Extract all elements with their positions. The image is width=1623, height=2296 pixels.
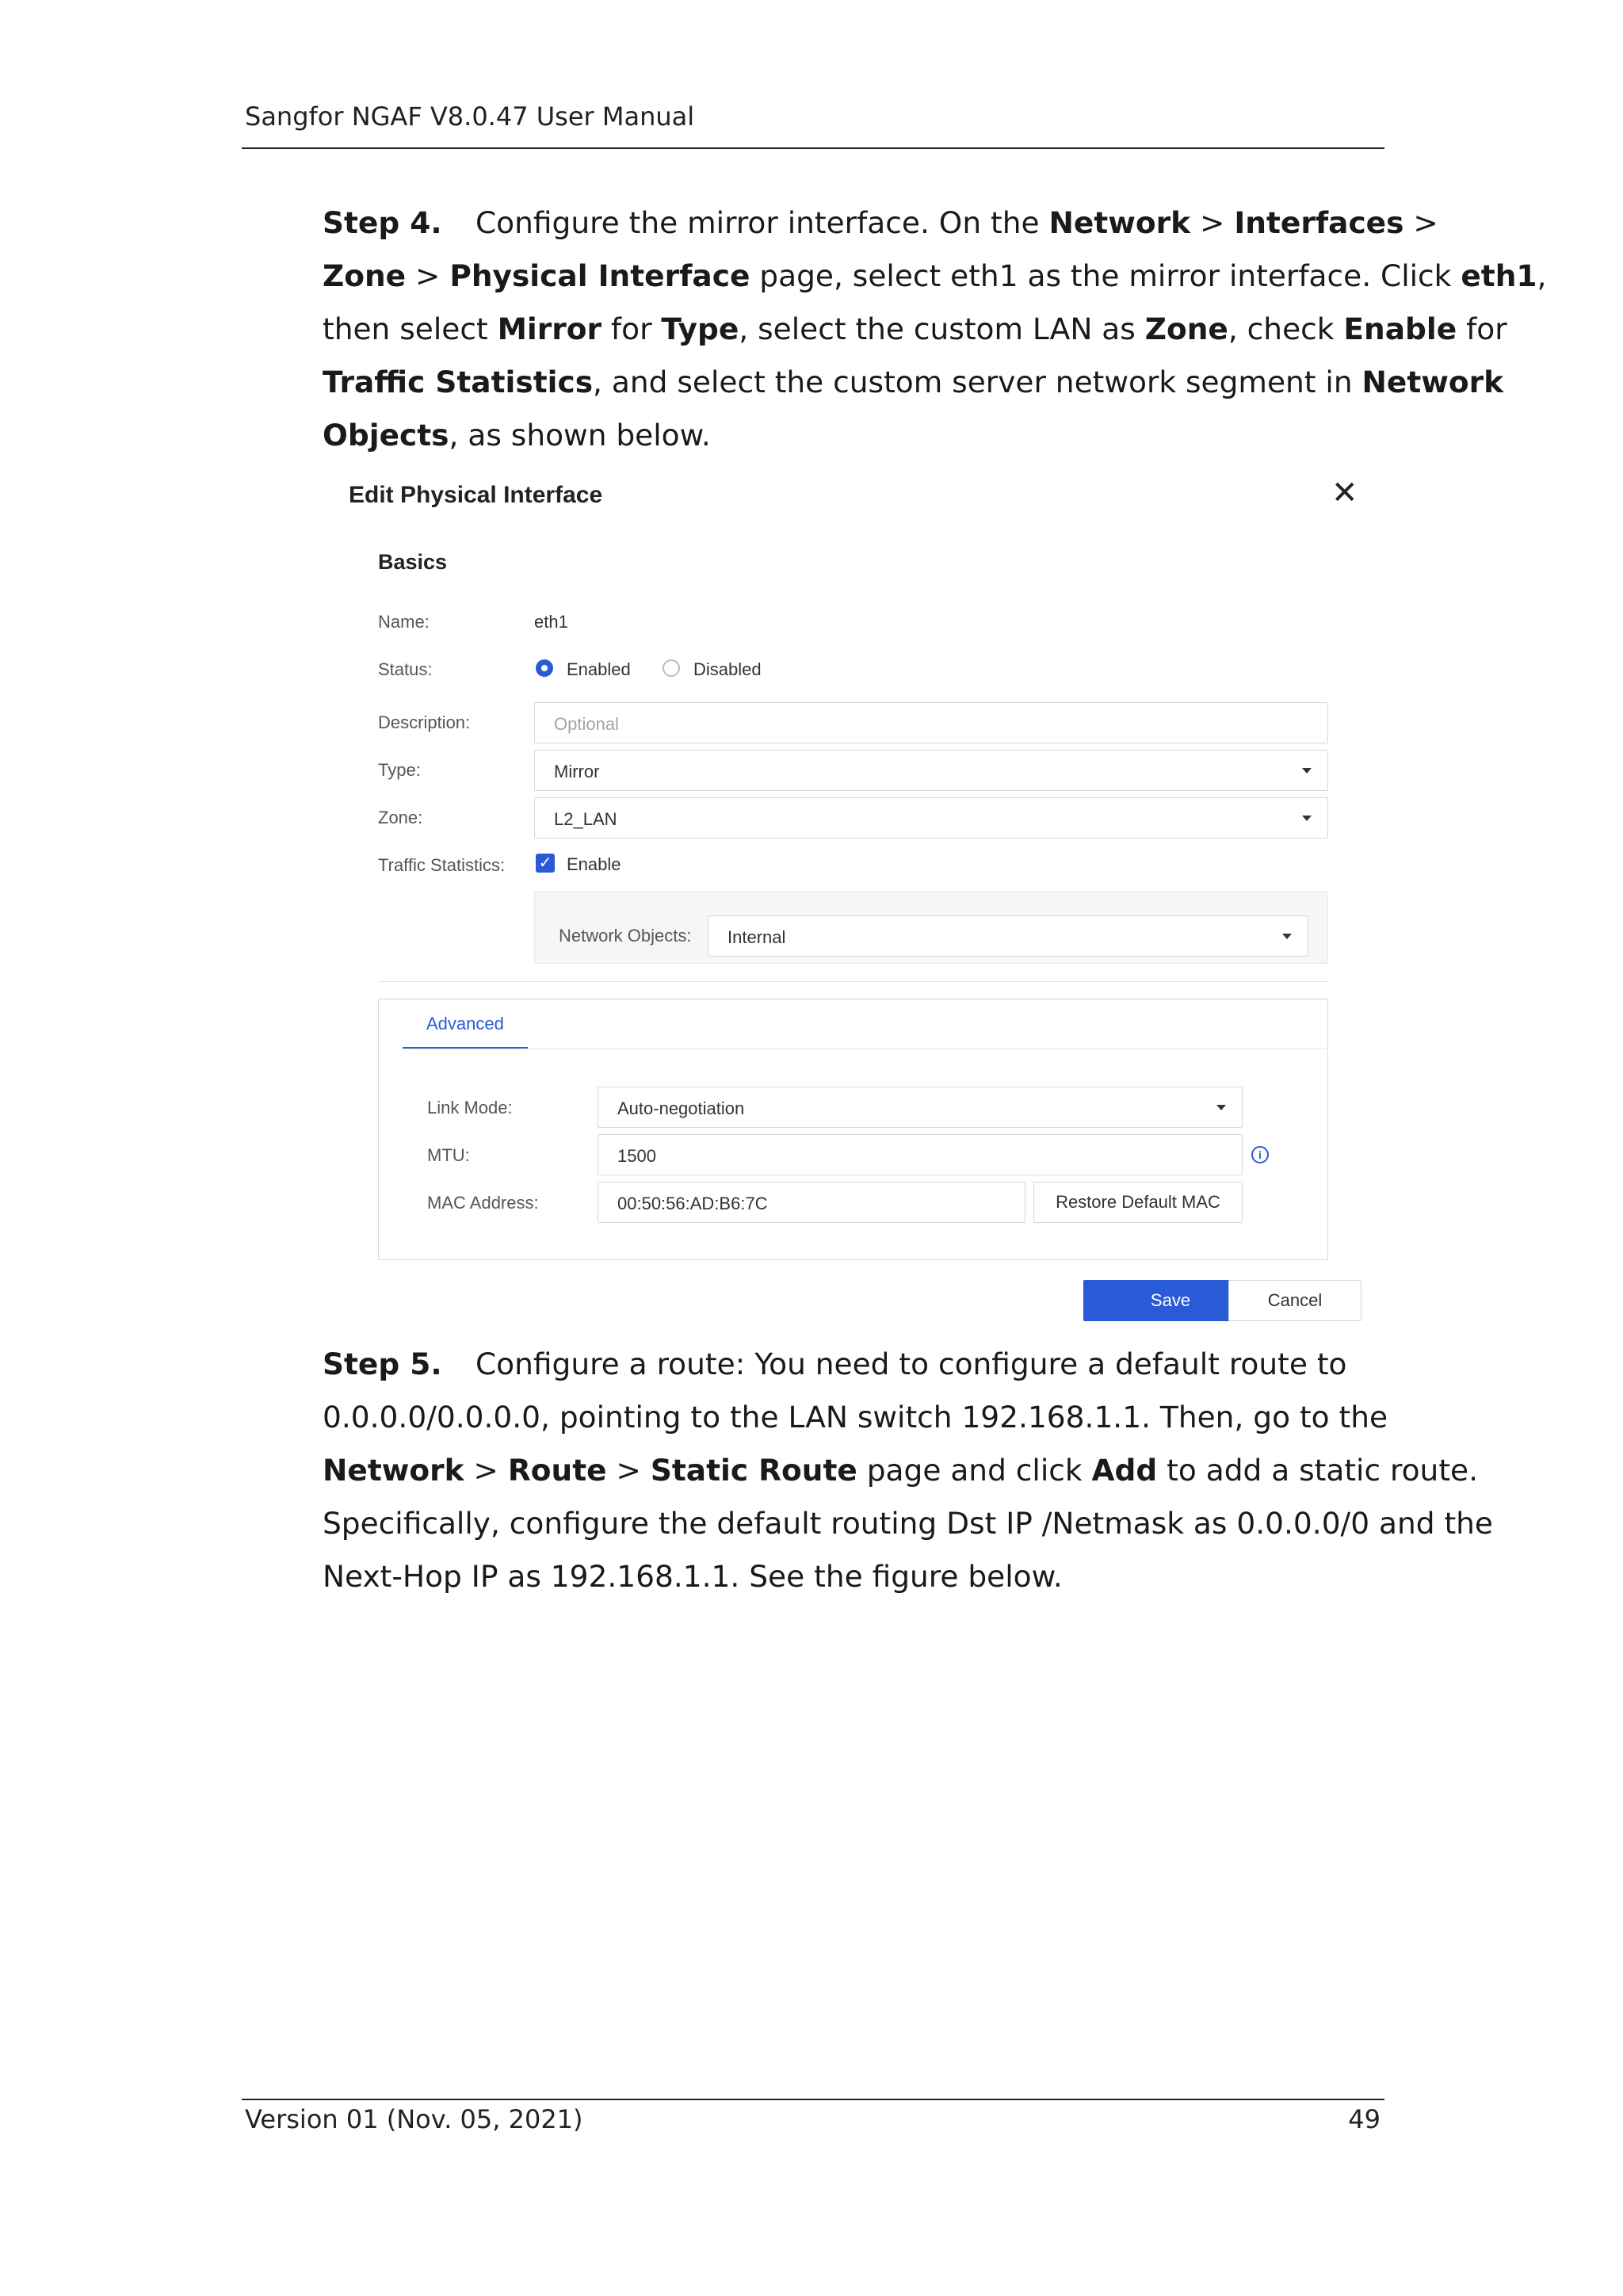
- text-run: >: [606, 1453, 651, 1488]
- chevron-down-icon: [1302, 768, 1312, 774]
- chevron-down-icon: [1282, 934, 1292, 939]
- restore-default-mac-button[interactable]: Restore Default MAC: [1033, 1182, 1243, 1223]
- type-label: Type:: [378, 760, 421, 780]
- chevron-down-icon: [1216, 1105, 1226, 1110]
- text-run: , and select the custom server network segment in: [593, 365, 1362, 399]
- bold-term: Physical Interface: [449, 258, 750, 293]
- name-label: Name:: [378, 612, 430, 632]
- type-value: Mirror: [554, 762, 600, 781]
- traffic-enable-label: Enable: [567, 854, 621, 874]
- footer-rule: [242, 2099, 1384, 2100]
- status-disabled-label: Disabled: [693, 659, 762, 679]
- running-header: Sangfor NGAF V8.0.47 User Manual: [245, 101, 695, 132]
- footer-version: Version 01 (Nov. 05, 2021): [245, 2104, 583, 2134]
- section-divider: [378, 981, 1328, 982]
- text-run: Configure a route: You need to configure a default route to: [475, 1347, 1347, 1381]
- bold-term: Traffic Statistics: [323, 365, 594, 399]
- text-run: >: [1403, 205, 1438, 240]
- step4-label: Step 4.: [323, 205, 442, 240]
- close-icon[interactable]: ✕: [1331, 476, 1358, 510]
- text-run: >: [1190, 205, 1235, 240]
- traffic-enable-checkbox[interactable]: ✓: [536, 854, 555, 873]
- text-run: page and click: [857, 1453, 1092, 1488]
- mtu-value: 1500: [617, 1146, 656, 1166]
- step5-line-3: [323, 1444, 1479, 1497]
- description-placeholder: Optional: [554, 714, 619, 734]
- step4-line-2: [323, 250, 1547, 303]
- mac-address-value: 00:50:56:AD:B6:7C: [617, 1194, 768, 1213]
- step5-label: Step 5.: [323, 1347, 442, 1381]
- bold-term: Add: [1091, 1453, 1158, 1488]
- bold-term: Network: [1361, 365, 1504, 399]
- status-enabled-label: Enabled: [567, 659, 631, 679]
- basics-title: Basics: [378, 550, 448, 574]
- bold-term: Enable: [1343, 311, 1457, 346]
- status-label: Status:: [378, 659, 433, 679]
- bold-term: Interfaces: [1234, 205, 1404, 240]
- step4-line-1: [323, 197, 1438, 250]
- text-run: , check: [1228, 311, 1344, 346]
- text-run: then select: [323, 311, 498, 346]
- name-value: eth1: [534, 612, 568, 632]
- step5-line-1: [323, 1338, 1384, 1391]
- text-run: ,: [1537, 258, 1547, 293]
- link-mode-value: Auto-negotiation: [617, 1098, 745, 1118]
- step5-paragraph: [323, 1338, 1493, 1603]
- bold-term: eth1: [1461, 258, 1537, 293]
- text-run: for: [601, 311, 662, 346]
- status-enabled-radio[interactable]: [536, 659, 553, 677]
- bold-term: Static Route: [650, 1453, 857, 1488]
- bold-term: Type: [661, 311, 739, 346]
- link-mode-label: Link Mode:: [427, 1098, 513, 1117]
- text-run: to add a static route.: [1157, 1453, 1479, 1488]
- description-input[interactable]: [534, 702, 1328, 743]
- text-run: for: [1457, 311, 1507, 346]
- text-run: , select the custom LAN as: [739, 311, 1145, 346]
- zone-value: L2_LAN: [554, 809, 617, 829]
- bold-term: Zone: [323, 258, 407, 293]
- step4-paragraph: [323, 197, 1547, 462]
- text-run: >: [464, 1453, 508, 1488]
- traffic-statistics-label: Traffic Statistics:: [378, 855, 506, 875]
- zone-select[interactable]: [534, 797, 1328, 839]
- text-run: Next-Hop IP as 192.168.1.1. See the figure below.: [323, 1559, 1063, 1594]
- network-objects-select[interactable]: [708, 915, 1308, 957]
- text-run: Specifically, configure the default routing Dst IP /Netmask as 0.0.0.0/0 and the: [323, 1506, 1493, 1541]
- zone-label: Zone:: [378, 808, 423, 827]
- type-select[interactable]: [534, 750, 1328, 791]
- dialog-title: Edit Physical Interface: [349, 482, 603, 508]
- step5-line-2: [323, 1391, 1388, 1444]
- page-number: 49: [1348, 2104, 1381, 2134]
- text-run: , as shown below.: [449, 418, 711, 453]
- tab-advanced[interactable]: Advanced: [426, 1014, 504, 1033]
- bold-term: Mirror: [497, 311, 601, 346]
- network-objects-value: Internal: [727, 927, 786, 947]
- step4-line-5: [323, 409, 1384, 462]
- step5-line-5: [323, 1550, 1384, 1603]
- save-button[interactable]: Save: [1083, 1280, 1258, 1321]
- mtu-input[interactable]: [598, 1134, 1243, 1175]
- text-run: Configure the mirror interface. On the: [475, 205, 1049, 240]
- mac-address-input[interactable]: [598, 1182, 1025, 1223]
- network-objects-label: Network Objects:: [559, 926, 692, 946]
- mac-address-label: MAC Address:: [427, 1193, 539, 1213]
- step4-line-4: [323, 356, 1504, 409]
- header-rule: [242, 147, 1384, 149]
- bold-term: Network: [1048, 205, 1191, 240]
- info-icon[interactable]: i: [1251, 1146, 1269, 1163]
- advanced-panel: [378, 999, 1328, 1260]
- description-label: Description:: [378, 712, 471, 732]
- bold-term: Network: [323, 1453, 464, 1488]
- text-run: 0.0.0.0/0.0.0.0, pointing to the LAN switch 192.168.1.1. Then, go to the: [323, 1400, 1388, 1435]
- text-run: >: [406, 258, 450, 293]
- link-mode-select[interactable]: [598, 1087, 1243, 1128]
- chevron-down-icon: [1302, 816, 1312, 821]
- mtu-label: MTU:: [427, 1145, 470, 1165]
- edit-physical-interface-dialog: [333, 469, 1371, 1333]
- bold-term: Zone: [1144, 311, 1228, 346]
- step5-line-4: [323, 1497, 1493, 1550]
- status-disabled-radio[interactable]: [663, 659, 680, 677]
- step4-line-3: [323, 303, 1507, 356]
- network-objects-panel: [534, 891, 1328, 964]
- text-run: page, select eth1 as the mirror interface. Click: [750, 258, 1461, 293]
- bold-term: Objects: [323, 418, 449, 453]
- bold-term: Route: [507, 1453, 607, 1488]
- cancel-button[interactable]: Cancel: [1228, 1280, 1361, 1321]
